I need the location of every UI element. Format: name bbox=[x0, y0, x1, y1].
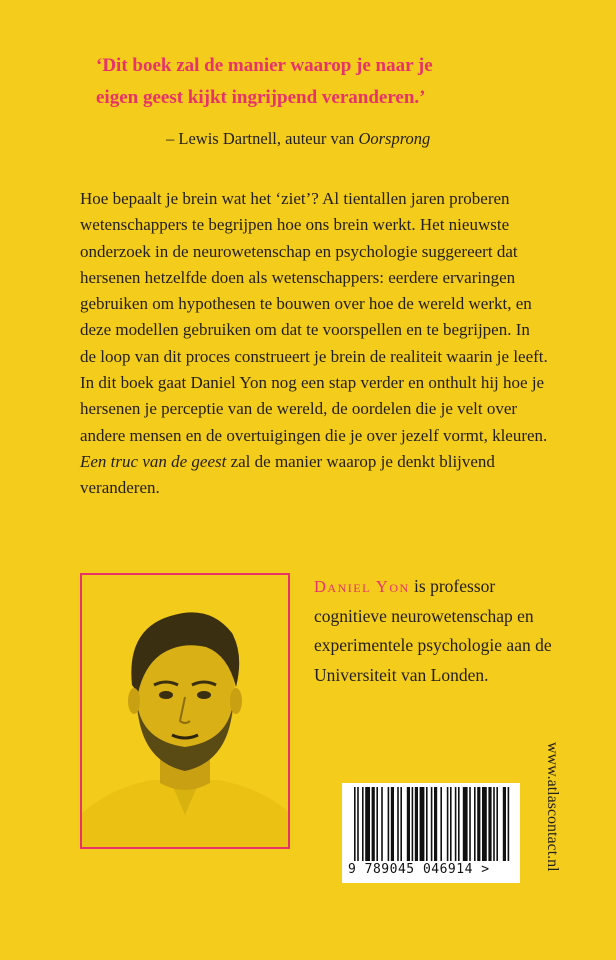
quote-line-1: ‘Dit boek zal de manier waarop je naar je bbox=[96, 55, 433, 76]
barcode-bar bbox=[477, 787, 480, 861]
barcode-bar bbox=[508, 787, 510, 861]
barcode-bar bbox=[450, 787, 452, 861]
barcode-bar bbox=[447, 787, 449, 861]
endorsement-quote bbox=[96, 50, 566, 114]
barcode-bar bbox=[420, 787, 425, 861]
isbn-digits: 9 789045 046914 > bbox=[348, 862, 490, 877]
author-photo bbox=[80, 573, 290, 849]
barcode-bars bbox=[348, 787, 514, 861]
attribution-text: – Lewis Dartnell, auteur van bbox=[166, 129, 359, 148]
barcode-bar bbox=[381, 787, 383, 861]
barcode-bar bbox=[365, 787, 370, 861]
barcode-bar bbox=[493, 787, 495, 861]
barcode-bar bbox=[426, 787, 428, 861]
barcode-bar bbox=[372, 787, 375, 861]
barcode-bar bbox=[376, 787, 378, 861]
book-blurb bbox=[80, 186, 550, 502]
barcode-bar bbox=[354, 787, 356, 861]
barcode-bar bbox=[455, 787, 457, 861]
author-name: Daniel Yon bbox=[314, 577, 410, 596]
barcode-bar bbox=[440, 787, 442, 861]
barcode-bar bbox=[397, 787, 399, 861]
barcode-bar bbox=[469, 787, 471, 861]
blurb-book-title: Een truc van de geest bbox=[80, 451, 227, 471]
barcode-bar bbox=[434, 787, 437, 861]
blurb-paragraph-2 bbox=[80, 370, 550, 501]
barcode-bar bbox=[362, 787, 364, 861]
quote-line-2: eigen geest kijkt ingrijpend veranderen.’ bbox=[96, 87, 426, 108]
author-bio-text: is professor cognitieve neurowetenschap en experimentele psychologie aan de Universiteit van Londen. bbox=[314, 576, 552, 685]
barcode-bar bbox=[503, 787, 506, 861]
barcode-bar bbox=[496, 787, 498, 861]
publisher-website[interactable]: www.atlascontact.nl bbox=[544, 742, 561, 872]
barcode-bar bbox=[412, 787, 414, 861]
barcode-bar bbox=[474, 787, 476, 861]
author-portrait-illustration bbox=[82, 575, 288, 847]
barcode-bar bbox=[482, 787, 487, 861]
barcode-bar bbox=[357, 787, 359, 861]
attribution-book-title: Oorsprong bbox=[358, 129, 431, 148]
barcode-bar bbox=[407, 787, 410, 861]
barcode-bar bbox=[391, 787, 394, 861]
quote-attribution bbox=[166, 127, 430, 151]
barcode-bar bbox=[431, 787, 433, 861]
isbn-barcode bbox=[342, 783, 520, 883]
barcode-bar bbox=[415, 787, 418, 861]
barcode-bar bbox=[458, 787, 460, 861]
author-bio bbox=[314, 572, 564, 690]
blurb-paragraph-1: Hoe bepaalt je brein wat het ‘ziet’? Al tientallen jaren proberen wetenschappers te begrijpen hoe ons brein werkt. Het nieuwste onderzoek in de neurowetenschap en psychologie suggereert dat hersenen hetzelfde doen als wetenschappers: eerdere ervaringen gebruiken om hypothesen te bouwen over hoe de wereld werkt, en deze modellen gebruiken om dat te voorspellen en te begrijpen. In de loop van dit proces construeert je brein de realiteit waarin je leeft. bbox=[80, 189, 548, 366]
blurb-paragraph-2-text: In dit boek gaat Daniel Yon nog een stap verder en onthult hij hoe je hersenen je perceptie van de wereld, de oordelen die je velt over andere mensen en de overtuigingen die je over jezelf vormt, kleuren. bbox=[80, 373, 548, 445]
barcode-bar bbox=[400, 787, 402, 861]
blurb-paragraph-2-end: zal de manier waarop je denkt blijvend veranderen. bbox=[80, 451, 495, 498]
barcode-bar bbox=[463, 787, 468, 861]
barcode-bar bbox=[488, 787, 491, 861]
barcode-bar bbox=[388, 787, 390, 861]
